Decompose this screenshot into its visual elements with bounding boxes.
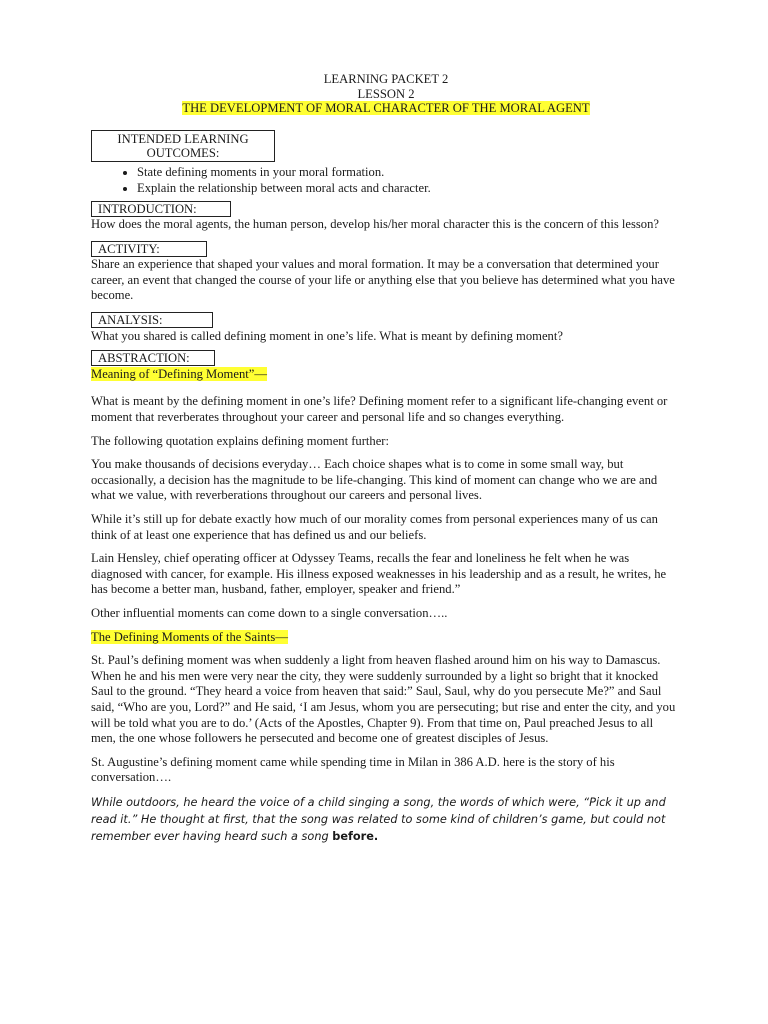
paragraph: The following quotation explains defining moment further: (91, 433, 389, 448)
st-paul-paragraph: St. Paul’s defining moment was when suddenly a light from heaven flashed around him on his way to Damascus. When he and his men were very near the city, they were suddenly surrounded by a light so bright that it knocked Saul to the ground. “They heard a voice from heaven that said:” Saul, Saul, why do you persecute Me?” and Saul said, “Who are you, Lord?” and He said, ‘I am Jesus, whom you are persecuting; but rise and enter the city, and you will be told what you are to do.’ (Acts of the Apostles, Chapter 9). From that time on, Paul preached Jesus to all men, the one whose followers he persecuted and become one of greatest disciples of Jesus. (91, 653, 676, 746)
ilo-item: • State defining moments in your moral formation. (137, 164, 681, 181)
st-augustine-paragraph: St. Augustine’s defining moment came while spending time in Milan in 386 A.D. here is the story of his conversation…. (91, 754, 615, 785)
augustine-story-end: before. (332, 829, 379, 843)
paragraph: Lain Hensley, chief operating officer at Odyssey Teams, recalls the fear and loneliness he felt when he was diagnosed with cancer, for example. His illness exposed weaknesses in his leadership and as a result, he writes, he has become a better man, husband, father, employer, speaker and friend.” (91, 551, 667, 597)
activity-section (91, 241, 681, 304)
ilo-list (91, 164, 681, 197)
lesson-heading: LESSON 2 (357, 86, 415, 101)
augustine-story-text: While outdoors, he heard the voice of a child singing a song, the words of which were, “Pick it up and read it.” He thought at first, that the song was related to some kind of children’s game, but could not remember ever having heard such a song (91, 795, 666, 843)
introduction-text: How does the moral agents, the human person, develop his/her moral character this is the concern of this lesson? (91, 217, 659, 232)
lesson-title-text: THE DEVELOPMENT OF MORAL CHARACTER OF THE MORAL AGENT (182, 101, 590, 115)
saints-subheading-text: The Defining Moments of the Saints— (91, 629, 288, 644)
document-page (91, 72, 681, 845)
analysis-section (91, 312, 681, 344)
paragraph: Other influential moments can come down to a single conversation….. (91, 605, 448, 620)
defining-moment-subheading-text: Meaning of “Defining Moment”— (91, 366, 267, 381)
ilo-item: • Explain the relationship between moral acts and character. (137, 180, 681, 197)
analysis-label: ANALYSIS: (91, 312, 213, 328)
analysis-text: What you shared is called defining moment in one’s life. What is meant by defining moment? (91, 328, 563, 343)
augustine-story-paragraph (91, 794, 681, 845)
quotation-paragraph: You make thousands of decisions everyday… Each choice shapes what is to come in some small way, but occasionally, a decision has the magnitude to be life-changing. This kind of moment can change who we are and what we value, with reverberations throughout our careers and personal lives. (91, 457, 658, 503)
saints-subheading (91, 630, 681, 646)
paragraph: While it’s still up for debate exactly how much of our morality comes from personal experiences many of us can think of at least one experience that has defined us and our beliefs. (91, 512, 658, 542)
abstraction-label: ABSTRACTION: (91, 350, 215, 366)
lesson-title (91, 101, 681, 116)
introduction-label: INTRODUCTION: (91, 201, 231, 217)
ilo-label-box: INTENDED LEARNING OUTCOMES: (91, 130, 275, 162)
abstraction-section (91, 350, 681, 845)
defining-moment-subheading (91, 367, 681, 383)
packet-heading: LEARNING PACKET 2 (323, 72, 449, 86)
activity-text: Share an experience that shaped your values and moral formation. It may be a conversation that determined your career, an event that changed the course of your life or anything else that you believe has determined what you have become. (91, 257, 675, 303)
paragraph: What is meant by the defining moment in one’s life? Defining moment refer to a significant life-changing event or moment that reverberates throughout your career and personal life and so changes everything. (91, 394, 668, 425)
introduction-section (91, 201, 681, 233)
activity-label: ACTIVITY: (91, 241, 207, 257)
